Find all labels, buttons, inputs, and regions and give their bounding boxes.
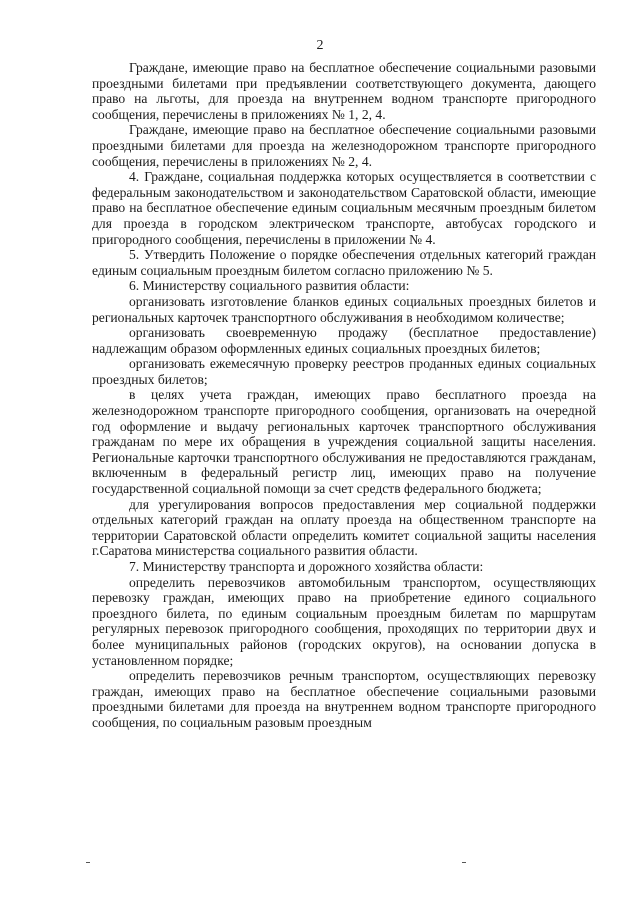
page-number: 2 xyxy=(316,38,324,53)
scan-mark-left xyxy=(86,862,90,863)
paragraph: определить перевозчиков речным транспортом, осуществляющих перевозку граждан, имеющих право на бесплатное обеспечение социальными разовыми проездными билетами для проезда на внутреннем водном транспорте пригородного сообщения, по социальным разовым проездным xyxy=(92,668,596,730)
paragraph: 4. Граждане, социальная поддержка которых осуществляется в соответствии с федеральным законодательством и законодательством Саратовской области, имеющие право на бесплатное обеспечение единым социальным месячным проездным билетом для проезда в городском электрическом транспорте, автобусах городского и пригородного сообщения, перечислены в приложении № 4. xyxy=(92,169,596,247)
paragraph: организовать ежемесячную проверку реестров проданных единых социальных проездных билетов; xyxy=(92,356,596,387)
paragraph: организовать своевременную продажу (бесплатное предоставление) надлежащим образом оформленных единых социальных проездных билетов; xyxy=(92,325,596,356)
paragraph: для урегулирования вопросов предоставления мер социальной поддержки отдельных категорий граждан на оплату проезда на общественном транспорте на территории Саратовской области определить комитет социальной защиты населения г.Саратова министерства социального развития области. xyxy=(92,496,596,559)
paragraph: организовать изготовление бланков единых социальных проездных билетов и региональных карточек транспортного обслуживания в необходимом количестве; xyxy=(92,293,596,325)
paragraph: Граждане, имеющие право на бесплатное обеспечение социальными разовыми проездными билетами при предъявлении соответствующего документа, дающего право на льготы, для проезда на внутреннем водном транспорте пригородного сообщения, перечислены в приложениях № 1, 2, 4. xyxy=(92,60,596,122)
paragraph: 6. Министерству социального развития области: xyxy=(129,278,410,294)
paragraph: в целях учета граждан, имеющих право бесплатного проезда на железнодорожном транспорте пригородного сообщения, организовать на очередной год оформление и выдачу региональных карточек транспортного обслуживания гражданам по мере их обращения в учреждения социальной защиты населения. Региональные карточки транспортного обслуживания не предоставляются гражданам, включенным в федеральный регистр лиц, имеющих право на получение государственной социальной помощи за счет средств федерального бюджета; xyxy=(92,387,596,497)
document-body xyxy=(92,60,596,731)
paragraph: определить перевозчиков автомобильным транспортом, осуществляющих перевозку граждан, имеющих право на приобретение единого социального проездного билета, по единым социальным проездным билетам по маршрутам регулярных перевозок пригородного сообщения, проходящих по территории двух и более муниципальных районов (городских округов), на основании допуска в установленном порядке; xyxy=(92,574,596,668)
paragraph: 5. Утвердить Положение о порядке обеспечения отдельных категорий граждан единым социальным проездным билетом согласно приложению № 5. xyxy=(92,247,596,278)
paragraph: 7. Министерству транспорта и дорожного хозяйства области: xyxy=(129,559,484,574)
scan-mark-right xyxy=(462,862,466,863)
paragraph: Граждане, имеющие право на бесплатное обеспечение социальными разовыми проездными билетами для проезда на железнодорожном транспорте пригородного сообщения, перечислены в приложениях № 2, 4. xyxy=(92,122,596,169)
